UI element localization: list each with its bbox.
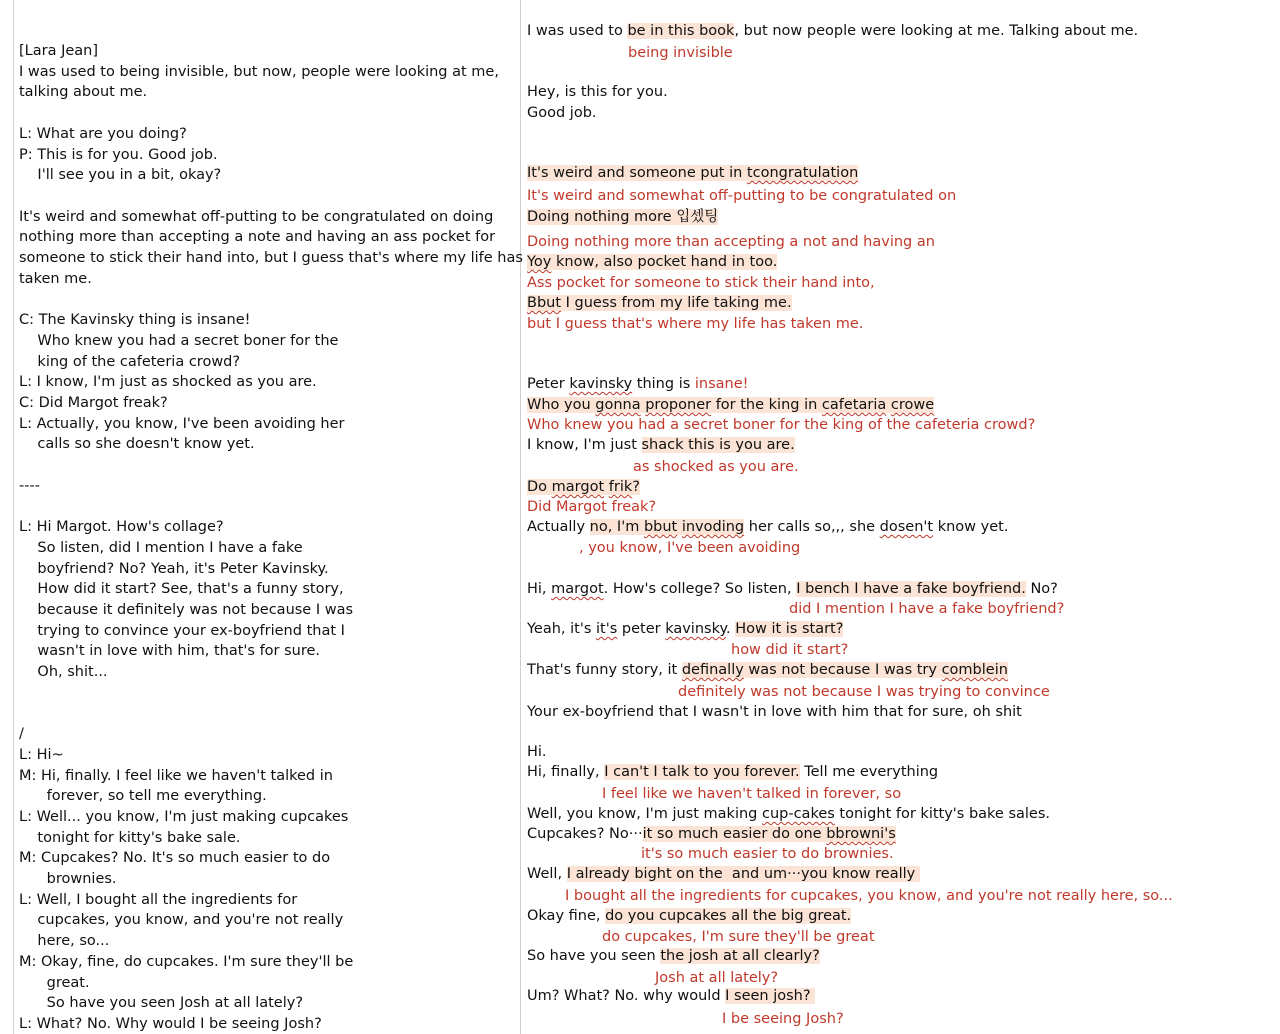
- transcript-line: Um? What? No. why would I seen josh?: [527, 988, 816, 1004]
- script-line: L: Hi~: [19, 746, 64, 763]
- script-line: brownies.: [19, 871, 117, 887]
- transcript-line: Good job.: [527, 105, 597, 121]
- script-line: C: Did Margot freak?: [19, 394, 168, 411]
- transcript-line: Peter kavinsky thing is insane!: [527, 376, 749, 392]
- script-line: C: The Kavinsky thing is insane!: [19, 312, 251, 329]
- script-line: M: Hi, finally. I feel like we haven't talked in: [19, 767, 333, 784]
- correction-line: Doing nothing more than accepting a not and having an: [527, 234, 935, 250]
- transcript-line: Hi, finally, I can't I talk to you forever. Tell me everything: [527, 764, 939, 780]
- script-line: great.: [19, 974, 90, 991]
- script-line: cupcakes, you know, and you're not really: [19, 912, 344, 929]
- script-line: So have you seen Josh at all lately?: [19, 995, 304, 1012]
- column-divider: [520, 0, 521, 1034]
- script-line: wasn't in love with him, that's for sure.: [19, 643, 321, 660]
- transcript-line: Do margot frik?: [527, 479, 640, 495]
- correction-line: It's weird and somewhat off-putting to be congratulated on: [527, 188, 957, 204]
- script-line: Oh, shit...: [19, 664, 108, 680]
- script-line: L: What? No. Why would I be seeing Josh?: [19, 1015, 322, 1032]
- script-line: ----: [19, 477, 40, 494]
- correction-line: it's so much easier to do brownies.: [641, 846, 894, 862]
- transcript-line: Well, you know, I'm just making cup-cakes tonight for kitty's bake sales.: [527, 806, 1050, 822]
- transcript-line: I know, I'm just shack this is you are.: [527, 437, 795, 453]
- script-line: So listen, did I mention I have a fake: [19, 539, 303, 556]
- script-line: talking about me.: [19, 84, 148, 101]
- script-line: L: Well... you know, I'm just making cupcakes: [19, 808, 349, 825]
- transcript-line: Hi.: [527, 744, 547, 760]
- transcript-line: So have you seen the josh at all clearly?: [527, 948, 820, 964]
- correction-line: Ass pocket for someone to stick their hand into,: [527, 275, 875, 291]
- transcript-line: Hi, margot. How's college? So listen, I bench I have a fake boyfriend. No?: [527, 581, 1058, 597]
- correction-line: definitely was not because I was trying to convince: [678, 684, 1050, 700]
- script-line: taken me.: [19, 270, 92, 287]
- script-line: boyfriend? No? Yeah, it's Peter Kavinsky.: [19, 560, 329, 577]
- script-line: here, so...: [19, 933, 110, 950]
- transcript-line: Bbut I guess from my life taking me.: [527, 295, 792, 311]
- script-line: It's weird and somewhat off-putting to be congratulated on doing: [19, 208, 494, 225]
- correction-line: being invisible: [628, 45, 733, 61]
- correction-line: did I mention I have a fake boyfriend?: [789, 601, 1065, 617]
- script-line: nothing more than accepting a note and having an ass pocket for: [19, 229, 496, 246]
- script-line: Who knew you had a secret boner for the: [19, 332, 339, 349]
- correction-line: I bought all the ingredients for cupcakes, you know, and you're not really here, so...: [565, 888, 1173, 904]
- script-line: I was used to being invisible, but now, people were looking at me,: [19, 63, 499, 80]
- correction-line: Who knew you had a secret boner for the king of the cafeteria crowd?: [527, 417, 1036, 433]
- page-margin-line: [13, 0, 14, 1034]
- script-line: I'll see you in a bit, okay?: [19, 167, 222, 184]
- script-line: forever, so tell me everything.: [19, 788, 267, 805]
- transcript-line: It's weird and someone put in tcongratulation: [527, 165, 859, 181]
- correction-line: I be seeing Josh?: [722, 1011, 844, 1027]
- transcript-line: Cupcakes? No···it so much easier do one bbrowni's: [527, 826, 896, 842]
- script-line: calls so she doesn't know yet.: [19, 436, 255, 453]
- correction-line: Did Margot freak?: [527, 499, 657, 515]
- correction-line: do cupcakes, I'm sure they'll be great: [602, 929, 875, 945]
- script-line: L: I know, I'm just as shocked as you are.: [19, 374, 317, 391]
- script-line: L: Actually, you know, I've been avoiding her: [19, 415, 345, 432]
- transcript-line: Yoy know, also pocket hand in too.: [527, 254, 778, 270]
- transcript-line: Well, I already bight on the and um···you know really: [527, 866, 920, 882]
- script-line: L: Hi Margot. How's collage?: [19, 519, 224, 536]
- correction-line: as shocked as you are.: [633, 459, 799, 475]
- transcript-line: Doing nothing more 입셌팅: [527, 209, 719, 225]
- script-line: L: Well, I bought all the ingredients for: [19, 891, 298, 908]
- script-line: king of the cafeteria crowd?: [19, 353, 241, 370]
- script-line: someone to stick their hand into, but I guess that's where my life has: [19, 250, 523, 266]
- script-line: M: Okay, fine, do cupcakes. I'm sure they'll be: [19, 953, 354, 970]
- transcript-line: That's funny story, it definally was not because I was try comblein: [527, 662, 1008, 678]
- correction-line: how did it start?: [731, 642, 849, 658]
- correction-line: but I guess that's where my life has taken me.: [527, 316, 864, 332]
- script-line: L: What are you doing?: [19, 125, 187, 142]
- script-line: How did it start? See, that's a funny story,: [19, 581, 344, 598]
- script-line: M: Cupcakes? No. It's so much easier to do: [19, 850, 331, 867]
- script-line: because it definitely was not because I was: [19, 601, 354, 618]
- script-line: trying to convince your ex-boyfriend that I: [19, 622, 345, 639]
- transcript-line: Who you gonna proponer for the king in cafetaria crowe: [527, 397, 935, 413]
- transcript-line: Yeah, it's it's peter kavinsky. How it is start?: [527, 621, 844, 637]
- correction-line: , you know, I've been avoiding: [579, 540, 801, 556]
- correction-line: Josh at all lately?: [655, 970, 779, 986]
- script-line: tonight for kitty's bake sale.: [19, 829, 241, 846]
- script-line: P: This is for you. Good job.: [19, 146, 218, 163]
- transcript-line: Your ex-boyfriend that I wasn't in love with him that for sure, oh shit: [527, 704, 1022, 720]
- correction-line: I feel like we haven't talked in forever, so: [602, 786, 902, 802]
- script-line: /: [19, 726, 24, 743]
- transcript-line: Actually no, I'm bbut invoding her calls so,,, she dosen't know yet.: [527, 519, 1009, 535]
- transcript-line: I was used to be in this book, but now people were looking at me. Talking about me.: [527, 23, 1139, 39]
- script-line: [Lara Jean]: [19, 43, 99, 59]
- transcript-line: Okay fine, do you cupcakes all the big great.: [527, 908, 852, 924]
- transcript-line: Hey, is this for you.: [527, 84, 668, 100]
